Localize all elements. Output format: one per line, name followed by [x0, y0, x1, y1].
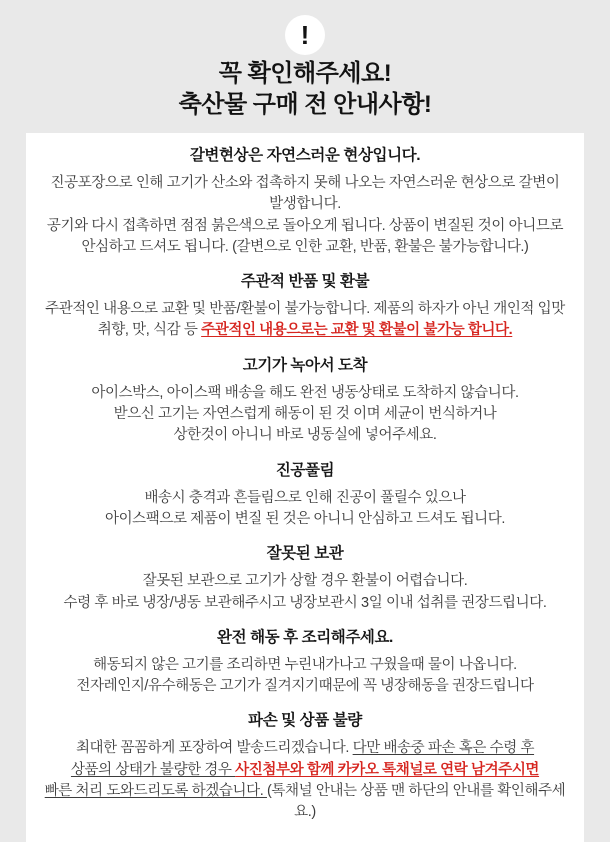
- text-segment: 해동되지 않은 고기를 조리하면 누린내가나고 구웠을때 물이 나옵니다.: [93, 656, 517, 673]
- notice-section: [42, 272, 568, 342]
- page-title-line1: 꼭 확인해주세요!: [218, 60, 392, 87]
- text-segment: 다만 배송중 파손 혹은 수령 후: [352, 740, 535, 757]
- text-segment: 빠른 처리 도와드리도록 하겠습니다.: [44, 783, 267, 800]
- text-segment: 상품의 상태가 불량한 경우: [70, 761, 236, 778]
- section-title: 갈변현상은 자연스러운 현상입니다.: [189, 147, 421, 164]
- notice-section: [42, 628, 568, 698]
- section-title: 진공풀림: [275, 461, 335, 479]
- notice-card: [26, 133, 584, 842]
- section-body: [42, 173, 568, 258]
- text-segment: 최대한 꼼꼼하게 포장하여 발송드리겠습니다.: [75, 740, 353, 757]
- section-body: [42, 383, 568, 447]
- section-title: 완전 해동 후 조리해주세요.: [217, 628, 393, 646]
- section-body: [42, 299, 568, 342]
- section-body: [42, 738, 568, 823]
- notice-section: [42, 461, 568, 531]
- text-segment: 진공포장으로 인해 고기가 산소와 접촉하지 못해 나오는 자연스러운 현상으로 갈변이 발생합니다.: [50, 175, 560, 213]
- text-segment: 안심하고 드셔도 됩니다. (갈변으로 인한 교환, 반품, 환불은 불가능합니다.): [81, 238, 529, 255]
- notice-section: [42, 356, 568, 447]
- exclamation-glyph: !: [300, 20, 310, 50]
- notice-sections: [42, 146, 568, 824]
- text-segment: 취향, 맛, 식감 등: [97, 322, 202, 339]
- text-segment: 잘못된 보관으로 고기가 상할 경우 환불이 어렵습니다.: [142, 573, 468, 590]
- text-segment: 전자레인지/유수해동은 고기가 질겨지기때문에 꼭 냉장해동을 권장드립니다: [76, 678, 534, 695]
- text-segment: 수령 후 바로 냉장/냉동 보관해주시고 냉장보관시 3일 이내 섭취를 권장드립니다.: [63, 594, 547, 611]
- text-segment: 아이스박스, 아이스팩 배송을 해도 완전 냉동상태로 도착하지 않습니다.: [91, 384, 519, 401]
- text-segment: (톡채널 안내는 상품 맨 하단의 안내를 확인해주세요.): [266, 783, 566, 821]
- page-title: [0, 58, 610, 120]
- notice-section: [42, 146, 568, 258]
- page-title-line2: 축산물 구매 전 안내사항!: [178, 91, 432, 118]
- section-title: 파손 및 상품 불량: [248, 712, 362, 730]
- text-segment: 주관적인 내용으로는 교환 및 환불이 불가능 합니다.: [201, 322, 513, 339]
- text-segment: 배송시 충격과 흔들림으로 인해 진공이 풀릴수 있으나: [144, 489, 466, 506]
- section-body: [42, 488, 568, 531]
- section-title: 고기가 녹아서 도착: [242, 356, 368, 374]
- section-body: [42, 655, 568, 698]
- section-title: 잘못된 보관: [266, 545, 344, 563]
- notice-section: [42, 711, 568, 823]
- exclamation-icon: [285, 15, 325, 55]
- section-body: [42, 571, 568, 614]
- text-segment: 공기와 다시 접촉하면 점점 붉은색으로 돌아오게 됩니다. 상품이 변질된 것이 아니므로: [46, 217, 564, 234]
- notice-section: [42, 544, 568, 614]
- section-title: 주관적 반품 및 환불: [240, 273, 370, 291]
- text-segment: 받으신 고기는 자연스럽게 해동이 된 것 이며 세균이 번식하거나: [113, 406, 497, 423]
- text-segment: 주관적인 내용으로 교환 및 반품/환불이 불가능합니다. 제품의 하자가 아닌 개인적 입맛: [45, 301, 565, 318]
- text-segment: 사진첨부와 함께 카카오 톡채널로 연락 남겨주시면: [235, 761, 540, 778]
- notice-header: [0, 0, 610, 120]
- text-segment: 상한것이 아니니 바로 냉동실에 넣어주세요.: [173, 427, 437, 444]
- text-segment: 아이스팩으로 제품이 변질 된 것은 아니니 안심하고 드셔도 됩니다.: [104, 510, 506, 527]
